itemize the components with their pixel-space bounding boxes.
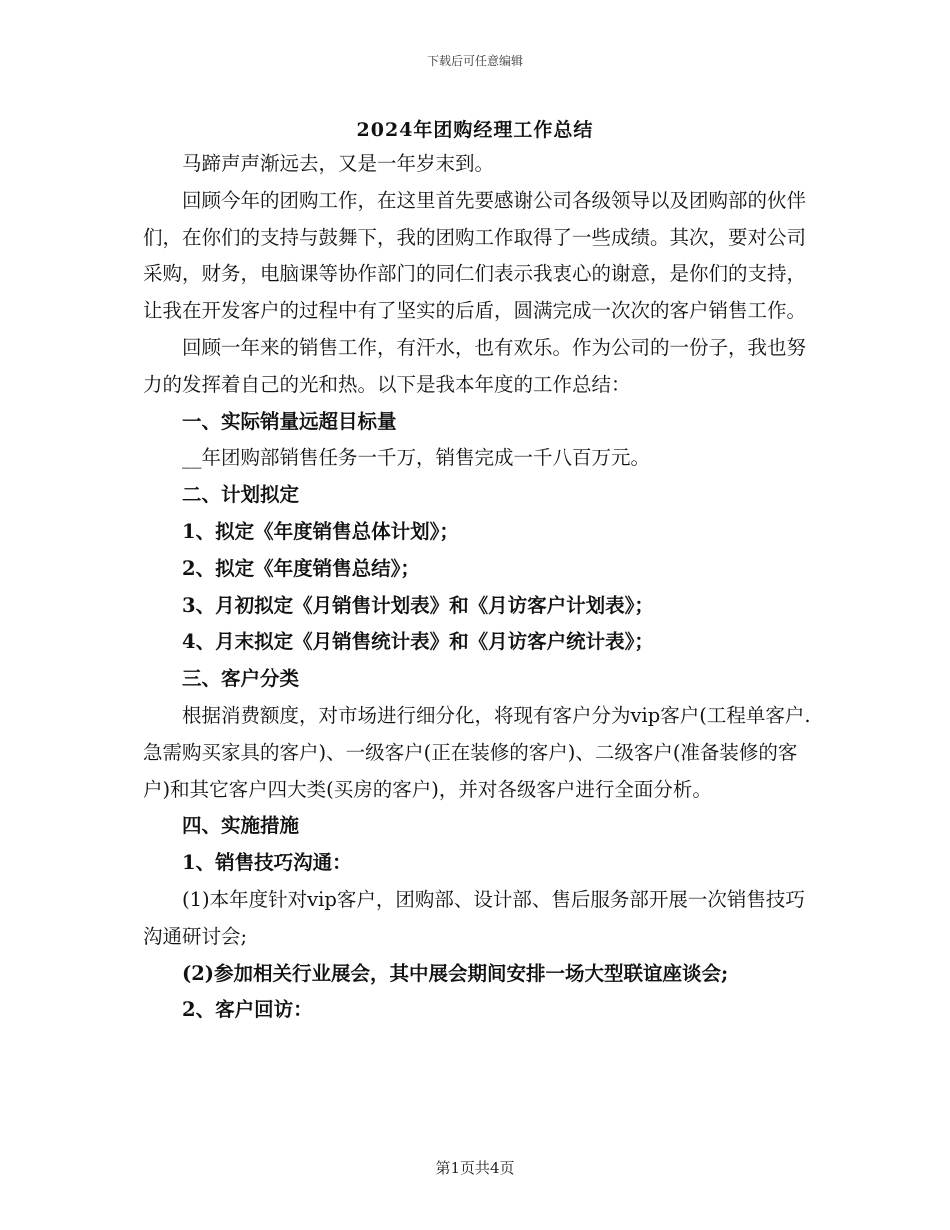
- measure-item-1-1: (1)本年度针对vip客户，团购部、设计部、售后服务部开展一次销售技巧沟通研讨会;: [143, 887, 805, 948]
- page-header-note: 下载后可任意编辑: [426, 54, 523, 68]
- document-title: 2024年团购经理工作总结: [356, 119, 594, 141]
- paragraph-sales-result: __年团购部销售任务一千万，销售完成一千八百万元。: [182, 446, 651, 470]
- section-heading-measures: 四、实施措施: [182, 814, 300, 838]
- measure-heading-1: 1、销售技巧沟通：: [182, 851, 352, 875]
- measure-item-1-2: (2)参加相关行业展会，其中展会期间安排一场大型联谊座谈会;: [182, 961, 729, 985]
- plan-item-4: 4、月末拟定《月销售统计表》和《月访客户统计表》；: [182, 630, 654, 654]
- plan-item-2: 2、拟定《年度销售总结》；: [182, 556, 420, 580]
- paragraph-review: 回顾一年来的销售工作，有汗水，也有欢乐。作为公司的一份子，我也努力的发挥着自己的光和热。以下是我本年度的工作总结：: [143, 335, 807, 396]
- page-footer-page-number: 第1页共4页: [435, 1159, 515, 1177]
- paragraph-thanks: 回顾今年的团购工作，在这里首先要感谢公司各级领导以及团购部的伙伴们，在你们的支持与鼓舞下，我的团购工作取得了一些成绩。其次，要对公司采购，财务，电脑课等协作部门的同仁们表示我衷心的谢意，是你们的支持，让我在开发客户的过程中有了坚实的后盾，圆满完成一次次的客户销售工作。: [143, 188, 807, 323]
- document-body: [143, 146, 815, 1029]
- paragraph-customer-classification: 根据消费额度，对市场进行细分化，将现有客户分为vip客户(工程单客户.急需购买家具的客户)、一级客户(正在装修的客户)、二级客户(准备装修的客户)和其它客户四大类(买房的客户)，并对各级客户进行全面分析。: [143, 703, 811, 801]
- measure-heading-2: 2、客户回访：: [182, 998, 313, 1022]
- section-heading-planning: 二、计划拟定: [182, 483, 300, 507]
- plan-item-3: 3、月初拟定《月销售计划表》和《月访客户计划表》；: [182, 593, 654, 617]
- paragraph-opening: 马蹄声声渐远去，又是一年岁末到。: [182, 152, 495, 175]
- section-heading-customers: 三、客户分类: [182, 667, 300, 691]
- plan-item-1: 1、拟定《年度销售总体计划》；: [182, 519, 459, 543]
- section-heading-sales: 一、实际销量远超目标量: [182, 409, 397, 433]
